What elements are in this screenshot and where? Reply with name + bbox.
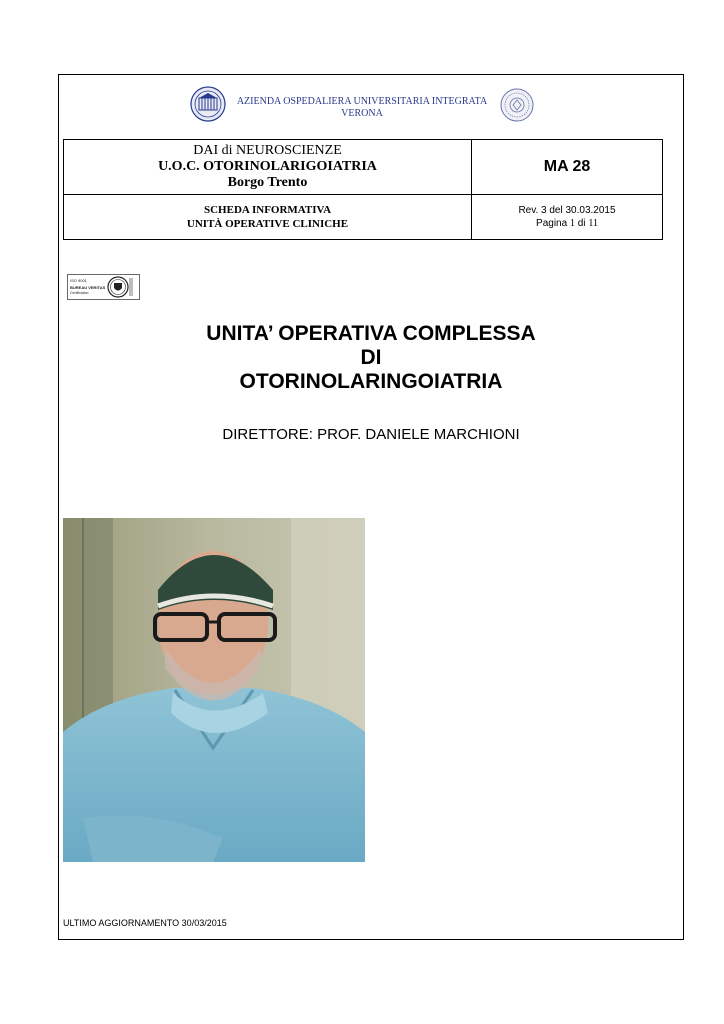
hospital-name-line1: AZIENDA OSPEDALIERA UNIVERSITARIA INTEGRATA <box>236 96 488 107</box>
hospital-header <box>58 86 684 126</box>
director-name: DIRETTORE: PROF. DANIELE MARCHIONI <box>222 426 520 443</box>
cert-label-text: Certification <box>70 291 89 295</box>
document-header-table <box>63 139 663 240</box>
page-number: 1 <box>569 218 575 229</box>
cert-iso-text: ISO 9001 <box>70 278 87 283</box>
university-seal-icon <box>500 88 534 122</box>
page-total: 11 <box>588 218 598 229</box>
unit-title-line3: OTORINOLARINGOIATRIA <box>239 370 503 393</box>
sheet-type-line2: UNITÀ OPERATIVE CLINICHE <box>186 218 349 230</box>
hospital-name-line2: VERONA <box>341 108 383 119</box>
page-indicator <box>472 217 662 230</box>
site-name: Borgo Trento <box>227 175 308 190</box>
revision-cell <box>472 195 663 240</box>
last-update-footer: ULTIMO AGGIORNAMENTO 30/03/2015 <box>63 918 227 928</box>
cert-org-text: BUREAU VERITAS <box>70 285 106 290</box>
unit-name: U.O.C. OTORINOLARIGOIATRIA <box>158 159 377 174</box>
document-code: MA 28 <box>472 140 663 195</box>
sheet-type-line1: SCHEDA INFORMATIVA <box>203 204 332 216</box>
hospital-seal-icon <box>190 86 226 122</box>
unit-title-line1: UNITA’ OPERATIVA COMPLESSA <box>206 322 536 345</box>
page-of: di <box>577 218 586 229</box>
unit-title <box>58 322 684 394</box>
hospital-name <box>234 96 490 120</box>
director-portrait-photo <box>63 518 365 862</box>
bureau-veritas-seal-icon <box>67 274 140 300</box>
department-name: DAI di NEUROSCIENZE <box>193 143 342 158</box>
unit-title-line2: DI <box>360 346 382 369</box>
sheet-type-cell <box>64 195 472 240</box>
department-cell <box>64 140 472 195</box>
revision-date: Rev. 3 del 30.03.2015 <box>518 205 616 216</box>
page-label: Pagina <box>536 218 568 229</box>
